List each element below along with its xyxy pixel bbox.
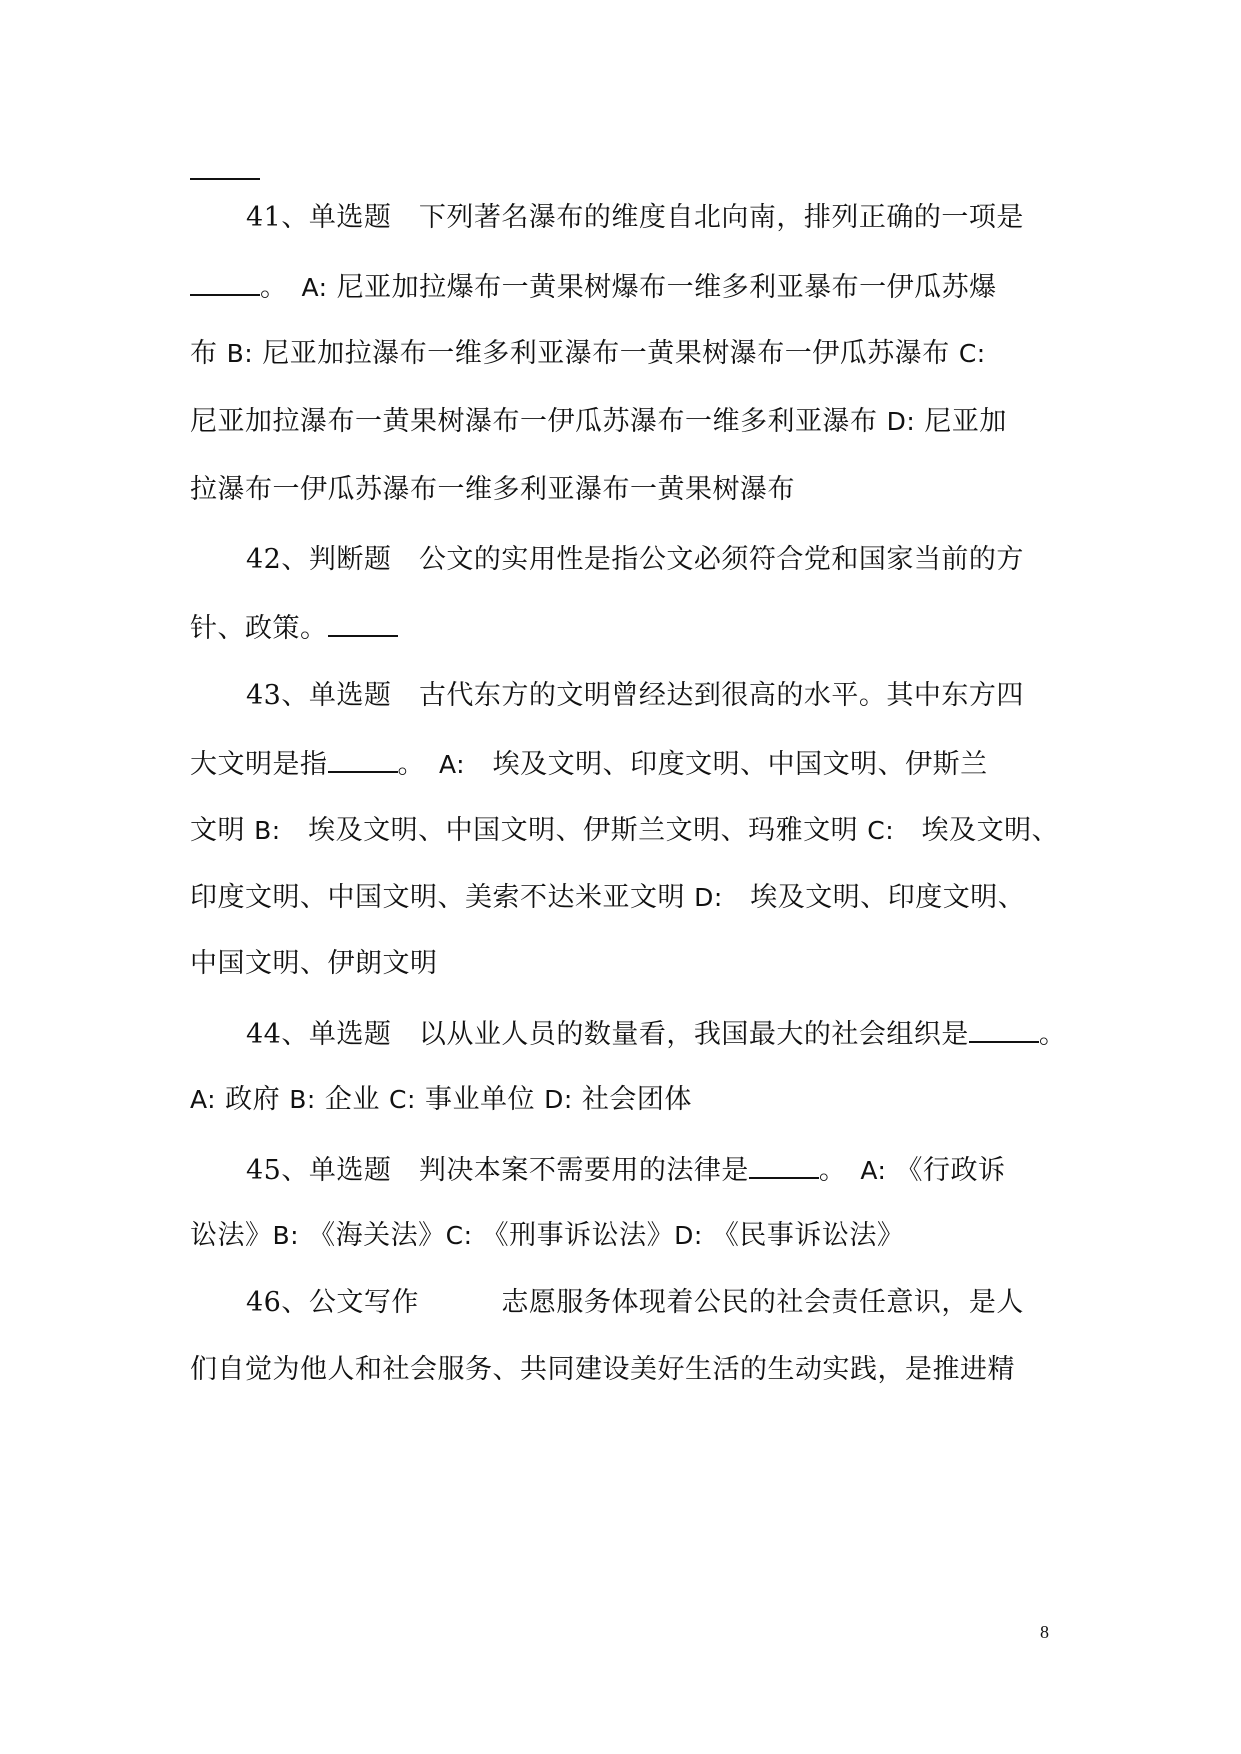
question-41-line-2 — [190, 266, 1058, 306]
option-letter: D: — [674, 1221, 703, 1250]
option-letter: A: — [190, 1085, 217, 1114]
text-segment: 41、单选题 下列著名瀑布的维度自北向南，排列正确的一项是 — [246, 202, 1024, 233]
question-43-line-4 — [190, 878, 1058, 918]
text-segment: 42、判断题 公文的实用性是指公文必须符合党和国家当前的方 — [246, 544, 1024, 575]
text-segment: 尼亚加拉瀑布一黄果树瀑布一伊瓜苏瀑布一维多利亚瀑布 — [190, 406, 887, 437]
question-41-line-3 — [190, 334, 1058, 374]
text-segment: 《民事诉讼法》 — [702, 1220, 905, 1251]
question-41-line-4 — [190, 402, 1058, 442]
text-segment: 。 — [818, 1155, 861, 1186]
text-segment: 文明 — [190, 815, 255, 846]
answer-blank-line — [190, 178, 260, 180]
text-segment: 45、单选题 判决本案不需要用的法律是 — [246, 1155, 749, 1186]
text-segment: 中国文明、伊朗文明 — [190, 948, 438, 979]
option-letter: C: — [867, 816, 895, 845]
text-segment: 讼法》 — [190, 1220, 273, 1251]
text-segment: 尼亚加 — [915, 406, 1007, 437]
text-segment: 埃及文明、 — [894, 815, 1060, 846]
option-letter: D: — [886, 407, 916, 436]
option-letter: D: — [694, 883, 723, 912]
text-segment: 尼亚加拉爆布一黄果树爆布一维多利亚暴布一伊瓜苏爆 — [327, 272, 997, 303]
answer-blank — [969, 1013, 1039, 1043]
text-segment: 43、单选题 古代东方的文明曾经达到很高的水平。其中东方四 — [246, 680, 1024, 711]
question-44-line-1 — [246, 1013, 1067, 1053]
question-43-line-1 — [246, 676, 1058, 716]
text-segment: 企业 — [315, 1084, 390, 1115]
text-segment: 社会团体 — [572, 1084, 692, 1115]
text-segment: 《刑事诉讼法》 — [472, 1220, 675, 1251]
option-letter: B: — [289, 1085, 316, 1114]
text-segment: 印度文明、中国文明、美索不达米亚文明 — [190, 882, 695, 913]
option-letter: A: — [439, 750, 466, 779]
option-letter: C: — [389, 1085, 416, 1114]
text-segment: 。 — [260, 272, 302, 303]
text-segment: 46、公文写作 志愿服务体现着公民的社会责任意识，是人 — [246, 1287, 1024, 1318]
option-letter: A: — [301, 273, 328, 302]
answer-blank — [328, 607, 398, 637]
text-segment: 们自觉为他人和社会服务、共同建设美好生活的生动实践，是推进精 — [190, 1354, 1015, 1385]
text-segment: 大文明是指 — [190, 749, 328, 780]
question-43-line-2 — [190, 743, 1058, 783]
answer-blank — [328, 743, 398, 773]
question-42-line-1 — [246, 540, 1058, 580]
option-letter: B: — [226, 339, 254, 368]
question-44-line-2 — [190, 1080, 1058, 1120]
text-segment: 《行政诉 — [886, 1155, 1006, 1186]
text-segment: 。 — [1038, 1019, 1067, 1050]
question-43-line-5 — [190, 944, 1058, 984]
option-letter: D: — [544, 1085, 573, 1114]
text-segment: 埃及文明、中国文明、伊斯兰文明、玛雅文明 — [280, 815, 868, 846]
option-letter: B: — [254, 816, 281, 845]
text-segment: 拉瀑布一伊瓜苏瀑布一维多利亚瀑布一黄果树瀑布 — [190, 474, 795, 505]
question-42-line-2 — [190, 607, 1058, 647]
text-segment: 埃及文明、印度文明、中国文明、伊斯兰 — [465, 749, 988, 780]
answer-blank — [749, 1149, 819, 1179]
page-number: 8 — [1040, 1622, 1049, 1642]
text-segment: 。 — [397, 749, 439, 780]
question-45-line-2 — [190, 1216, 1058, 1256]
option-letter: C: — [445, 1221, 473, 1250]
question-46-line-2 — [190, 1350, 1058, 1390]
text-segment: 针、政策。 — [190, 613, 328, 644]
text-segment: 事业单位 — [415, 1084, 545, 1115]
question-41-line-1 — [246, 198, 1058, 238]
option-letter: A: — [860, 1156, 887, 1185]
text-segment: 44、单选题 以从业人员的数量看，我国最大的社会组织是 — [246, 1019, 969, 1050]
question-43-line-3 — [190, 811, 1058, 851]
question-45-line-1 — [246, 1149, 1058, 1189]
text-segment: 尼亚加拉瀑布一维多利亚瀑布一黄果树瀑布一伊瓜苏瀑布 — [253, 338, 959, 369]
question-46-line-1 — [246, 1283, 1058, 1323]
answer-blank — [190, 266, 260, 296]
question-41-line-5 — [190, 470, 1058, 510]
text-segment: 埃及文明、印度文明、 — [722, 882, 1026, 913]
option-letter: C: — [958, 339, 986, 368]
option-letter: B: — [272, 1221, 300, 1250]
text-segment: 布 — [190, 338, 227, 369]
text-segment: 《海关法》 — [299, 1220, 446, 1251]
text-segment: 政府 — [216, 1084, 290, 1115]
